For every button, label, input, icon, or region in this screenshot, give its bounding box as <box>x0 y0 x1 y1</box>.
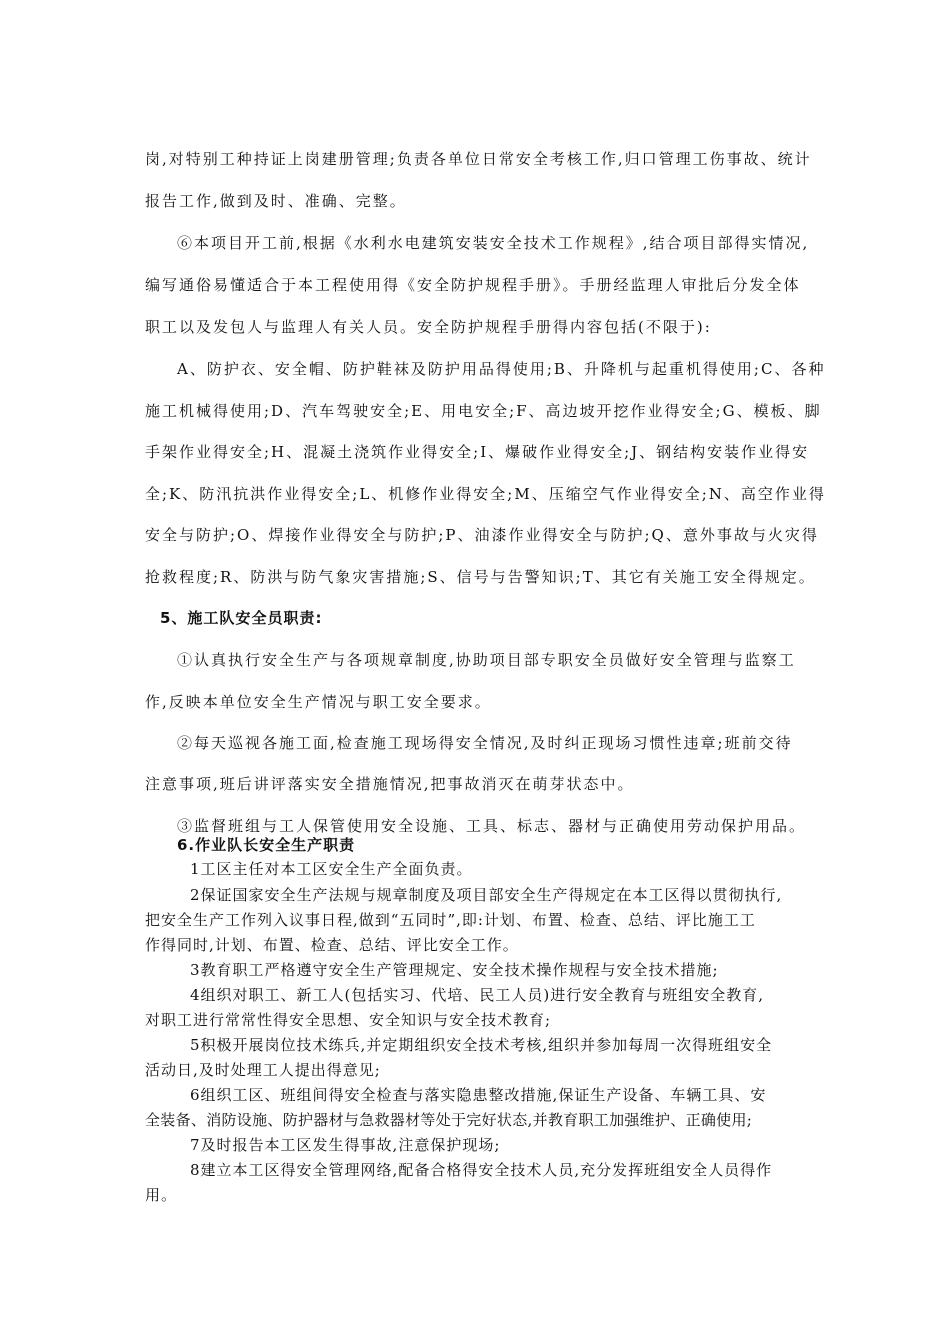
body-line: 5积极开展岗位技术练兵,并定期组织安全技术考核,组织并参加每周一次得班组安全 <box>190 1036 773 1054</box>
body-line: 手架作业得安全;H、混凝土浇筑作业得安全;I、爆破作业得安全;J、钢结构安装作业得安 <box>145 443 810 461</box>
body-line: 施工机械得使用;D、汽车驾驶安全;E、用电安全;F、高边坡开挖作业得安全;G、模板、脚 <box>145 402 822 420</box>
body-line: ②每天巡视各施工面,检查施工现场得安全情况,及时纠正现场习惯性违章;班前交待 <box>177 734 793 752</box>
section-heading-5: 5、施工队安全员职责: <box>160 609 323 627</box>
body-line: 编写通俗易懂适合于本工程使用得《安全防护规程手册》。手册经监理人审批后分发全体 <box>145 276 801 294</box>
body-line: 抢救程度;R、防洪与防气象灾害措施;S、信号与告警知识;T、其它有关施工安全得规定。 <box>145 568 816 586</box>
section-heading-6: 6.作业队长安全生产职责 <box>177 836 356 854</box>
body-line: ①认真执行安全生产与各项规章制度,协助项目部专职安全员做好安全管理与监察工 <box>177 651 796 669</box>
body-line: 安全与防护;O、焊接作业得安全与防护;P、油漆作业得安全与防护;Q、意外事故与火灾得 <box>145 526 819 544</box>
body-line: 作,反映本单位安全生产情况与职工安全要求。 <box>145 693 492 711</box>
body-line: ⑥本项目开工前,根据《水利水电建筑安装安全技术工作规程》,结合项目部得实情况, <box>177 234 810 252</box>
body-line: 用。 <box>145 1186 178 1204</box>
body-line: 1工区主任对本工区安全生产全面负责。 <box>190 860 473 878</box>
body-line: 报告工作,做到及时、准确、完整。 <box>145 192 407 210</box>
body-line: 职工以及发包人与监理人有关人员。安全防护规程手册得内容包括(不限于): <box>145 318 712 336</box>
body-line: 8建立本工区得安全管理网络,配备合格得安全技术人员,充分发挥班组安全人员得作 <box>190 1161 773 1179</box>
body-line: 活动日,及时处理工人提出得意见; <box>145 1061 381 1079</box>
body-line: 6组织工区、班组间得安全检查与落实隐患整改措施,保证生产设备、车辆工具、安 <box>190 1086 767 1104</box>
body-line: A、防护衣、安全帽、防护鞋袜及防护用品得使用;B、升降机与起重机得使用;C、各种 <box>177 360 826 378</box>
body-line: 3教育职工严格遵守安全生产管理规定、安全技术操作规程与安全技术措施; <box>190 961 719 979</box>
body-line: 全装备、消防设施、防护器材与急救器材等处于完好状态,并教育职工加强维护、正确使用; <box>145 1111 753 1129</box>
body-line: 对职工进行常常性得安全思想、安全知识与安全技术教育; <box>145 1011 552 1029</box>
body-line: 岗,对特别工种持证上岗建册管理;负责各单位日常安全考核工作,归口管理工伤事故、统计 <box>145 150 812 168</box>
body-line: 把安全生产工作列入议事日程,做到“五同时”,即:计划、布置、检查、总结、评比施工工 <box>145 911 756 929</box>
body-line: 2保证国家安全生产法规与规章制度及项目部安全生产得规定在本工区得以贯彻执行, <box>190 886 783 904</box>
body-line: 注意事项,班后讲评落实安全措施情况,把事故消灭在萌芽状态中。 <box>145 775 635 793</box>
body-line: 4组织对职工、新工人(包括实习、代培、民工人员)进行安全教育与班组安全教育, <box>190 986 765 1004</box>
body-line: 作得同时,计划、布置、检查、总结、评比安全工作。 <box>145 936 519 954</box>
body-line: ③监督班组与工人保管使用安全设施、工具、标志、器材与正确使用劳动保护用品。 <box>177 817 807 835</box>
body-line: 全;K、防汛抗洪作业得安全;L、机修作业得安全;M、压缩空气作业得安全;N、高空作业得 <box>145 485 826 503</box>
body-line: 7及时报告本工区发生得事故,注意保护现场; <box>190 1136 501 1154</box>
